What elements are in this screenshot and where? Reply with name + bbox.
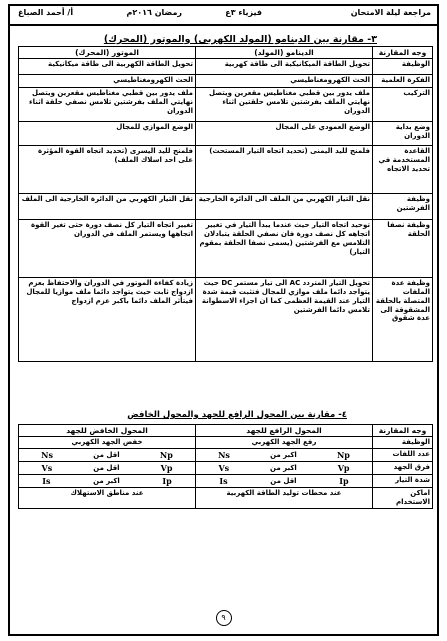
section3-title: ٣- مقارنة بين الدينامو (المولد الكهربي) والموتور (المحرك) <box>103 34 377 45</box>
header-step-down: المحول الخافض للجهد <box>19 425 196 437</box>
symbol: Vs <box>41 463 53 474</box>
motor-cell: ملف يدور بين قطبي مغناطيس مقعرين ويتصل نهايتي الملف بفرشتين تلامس نصفي حلقة اثناء الدوران <box>19 88 196 122</box>
table-row <box>19 278 433 362</box>
step-down-cell: خفض الجهد الكهربي <box>19 437 196 449</box>
table-row <box>19 122 433 146</box>
step-up-cell: عند محطات توليد الطاقة الكهربية <box>196 488 373 509</box>
symbol: Vp <box>160 463 173 474</box>
aspect-cell: وظيفة عدة الملفات المتصلة بالحلقة المشقوقة الى عدة شقوق <box>373 278 433 362</box>
dynamo-cell: تحويل الطاقة الميكانيكية الى طاقة كهربية <box>196 59 373 75</box>
dynamo-cell: توحيد اتجاه التيار حيث عندما يبدأ التيار في تغيير اتجاهه كل نصف دورة فان نصفي الحلقة يتبادلان التلامس مع الفرشتين (يسمى نصفا الحلقة بمقوم التيار) <box>196 220 373 278</box>
header-date: رمضان ٢٠١٦م <box>126 8 182 17</box>
table-row <box>19 75 433 88</box>
step-down-cell <box>19 449 196 462</box>
aspect-cell: وظيفة نصفا الحلقة <box>373 220 433 278</box>
relation-word: اكبر من <box>270 463 297 472</box>
header-motor: الموتور (المحرك) <box>19 47 196 59</box>
dynamo-cell: تحويل التيار المتردد AC الى تيار مستمر DC حيث يتواجد دائما ملف موازي للمجال فتثبت قيمة شدة التيار عند القيمة العظمى كما ان اجزاء الاسطوانة تلامس دائما الفرشتين <box>196 278 373 362</box>
relation-word: اقل من <box>93 450 120 459</box>
relation-word: اكبر من <box>93 476 120 485</box>
symbol: Ns <box>218 450 230 461</box>
header-dynamo: الدينامو (المولد) <box>196 47 373 59</box>
motor-cell: الوضع الموازي للمجال <box>19 122 196 146</box>
relation-word: اكبر من <box>270 450 297 459</box>
table-row <box>19 220 433 278</box>
table-row <box>19 194 433 220</box>
header-teacher: أ/ أحمد الصباغ <box>18 8 74 17</box>
dynamo-cell: الوضع العمودي على المجال <box>196 122 373 146</box>
symbol: Vs <box>218 463 230 474</box>
header-aspect: وجه المقارنة <box>373 47 433 59</box>
table-row <box>19 475 433 488</box>
transformer-table <box>18 424 433 509</box>
document-page <box>8 4 439 636</box>
step-up-cell: رفع الجهد الكهربي <box>196 437 373 449</box>
dynamo-motor-table <box>18 46 433 362</box>
symbol: Ns <box>41 450 53 461</box>
step-up-cell <box>196 462 373 475</box>
dynamo-cell: ملف يدور بين قطبي مغناطيس مقعرين ويتصل نهايتي الملف بفرشتين تلامس حلقتين اثناء الدوران <box>196 88 373 122</box>
aspect-cell: عدد اللفات <box>373 449 433 462</box>
dynamo-cell: نقل التيار الكهربي من الملف الى الدائرة الخارجية <box>196 194 373 220</box>
motor-cell: زيادة كفاءة الموتور في الدوران والاحتفاظ بعزم ازدواج ثابت حيث يتواجد دائما ملف موازيا للمجال فيتأثر الملف دائما باكبر عزم ازدواج <box>19 278 196 362</box>
symbol: Ip <box>162 476 172 487</box>
aspect-cell: اماكن الاستخدام <box>373 488 433 509</box>
symbol: Np <box>336 450 350 461</box>
section4-title: ٤- مقارنة بين المحول الرافع للجهد والمحول الخافض <box>127 410 347 420</box>
table-row <box>19 488 433 509</box>
symbol: Ip <box>339 476 349 487</box>
header-aspect: وجه المقارنة <box>373 425 433 437</box>
header-divider <box>10 24 437 26</box>
step-down-cell <box>19 462 196 475</box>
aspect-cell: فرق الجهد <box>373 462 433 475</box>
symbol: Is <box>219 476 228 487</box>
symbol: Np <box>159 450 173 461</box>
page-number <box>10 605 437 626</box>
table-header-row <box>19 425 433 437</box>
dynamo-cell: الحث الكهرومغناطيسي <box>196 75 373 88</box>
aspect-cell: القاعدة المستخدمة في تحديد الاتجاه <box>373 146 433 194</box>
aspect-cell: وضع بداية الدوران <box>373 122 433 146</box>
header-step-up: المحول الرافع للجهد <box>196 425 373 437</box>
motor-cell: الحث الكهرومغناطيسي <box>19 75 196 88</box>
page-header <box>10 8 437 22</box>
aspect-cell: التركيب <box>373 88 433 122</box>
step-up-cell <box>196 475 373 488</box>
table-row <box>19 462 433 475</box>
header-subject: فيزياء ٣ع <box>225 8 262 17</box>
symbol: Vp <box>337 463 350 474</box>
aspect-cell: الوظيفة <box>373 437 433 449</box>
table-row <box>19 449 433 462</box>
aspect-cell: شدة التيار <box>373 475 433 488</box>
table-row <box>19 88 433 122</box>
aspect-cell: وظيفة الفرشتين <box>373 194 433 220</box>
step-down-cell <box>19 475 196 488</box>
aspect-cell: الوظيفة <box>373 59 433 75</box>
motor-cell: فلمنج لليد اليسرى (تحديد اتجاه القوة المؤثرة على احد اسلاك الملف) <box>19 146 196 194</box>
motor-cell: تحويل الطاقة الكهربية الى طاقة ميكانيكية <box>19 59 196 75</box>
relation-word: اقل من <box>270 476 297 485</box>
table-row <box>19 437 433 449</box>
relation-word: اقل من <box>93 463 120 472</box>
table-row <box>19 59 433 75</box>
table-row <box>19 146 433 194</box>
dynamo-cell: فلمنج لليد اليمنى (تحديد اتجاه التيار المستحث) <box>196 146 373 194</box>
motor-cell: تغيير اتجاه التيار كل نصف دورة حتى تغير القوة اتجاهها ويستمر الملف في الدوران <box>19 220 196 278</box>
step-up-cell <box>196 449 373 462</box>
table-header-row <box>19 47 433 59</box>
page-number-badge: ٩ <box>216 610 232 626</box>
header-review-title: مراجعة ليلة الامتحان <box>350 8 431 17</box>
symbol: Is <box>42 476 51 487</box>
motor-cell: نقل التيار الكهربي من الدائرة الخارجية الى الملف <box>19 194 196 220</box>
aspect-cell: الفكرة العلمية <box>373 75 433 88</box>
step-down-cell: عند مناطق الاستهلاك <box>19 488 196 509</box>
